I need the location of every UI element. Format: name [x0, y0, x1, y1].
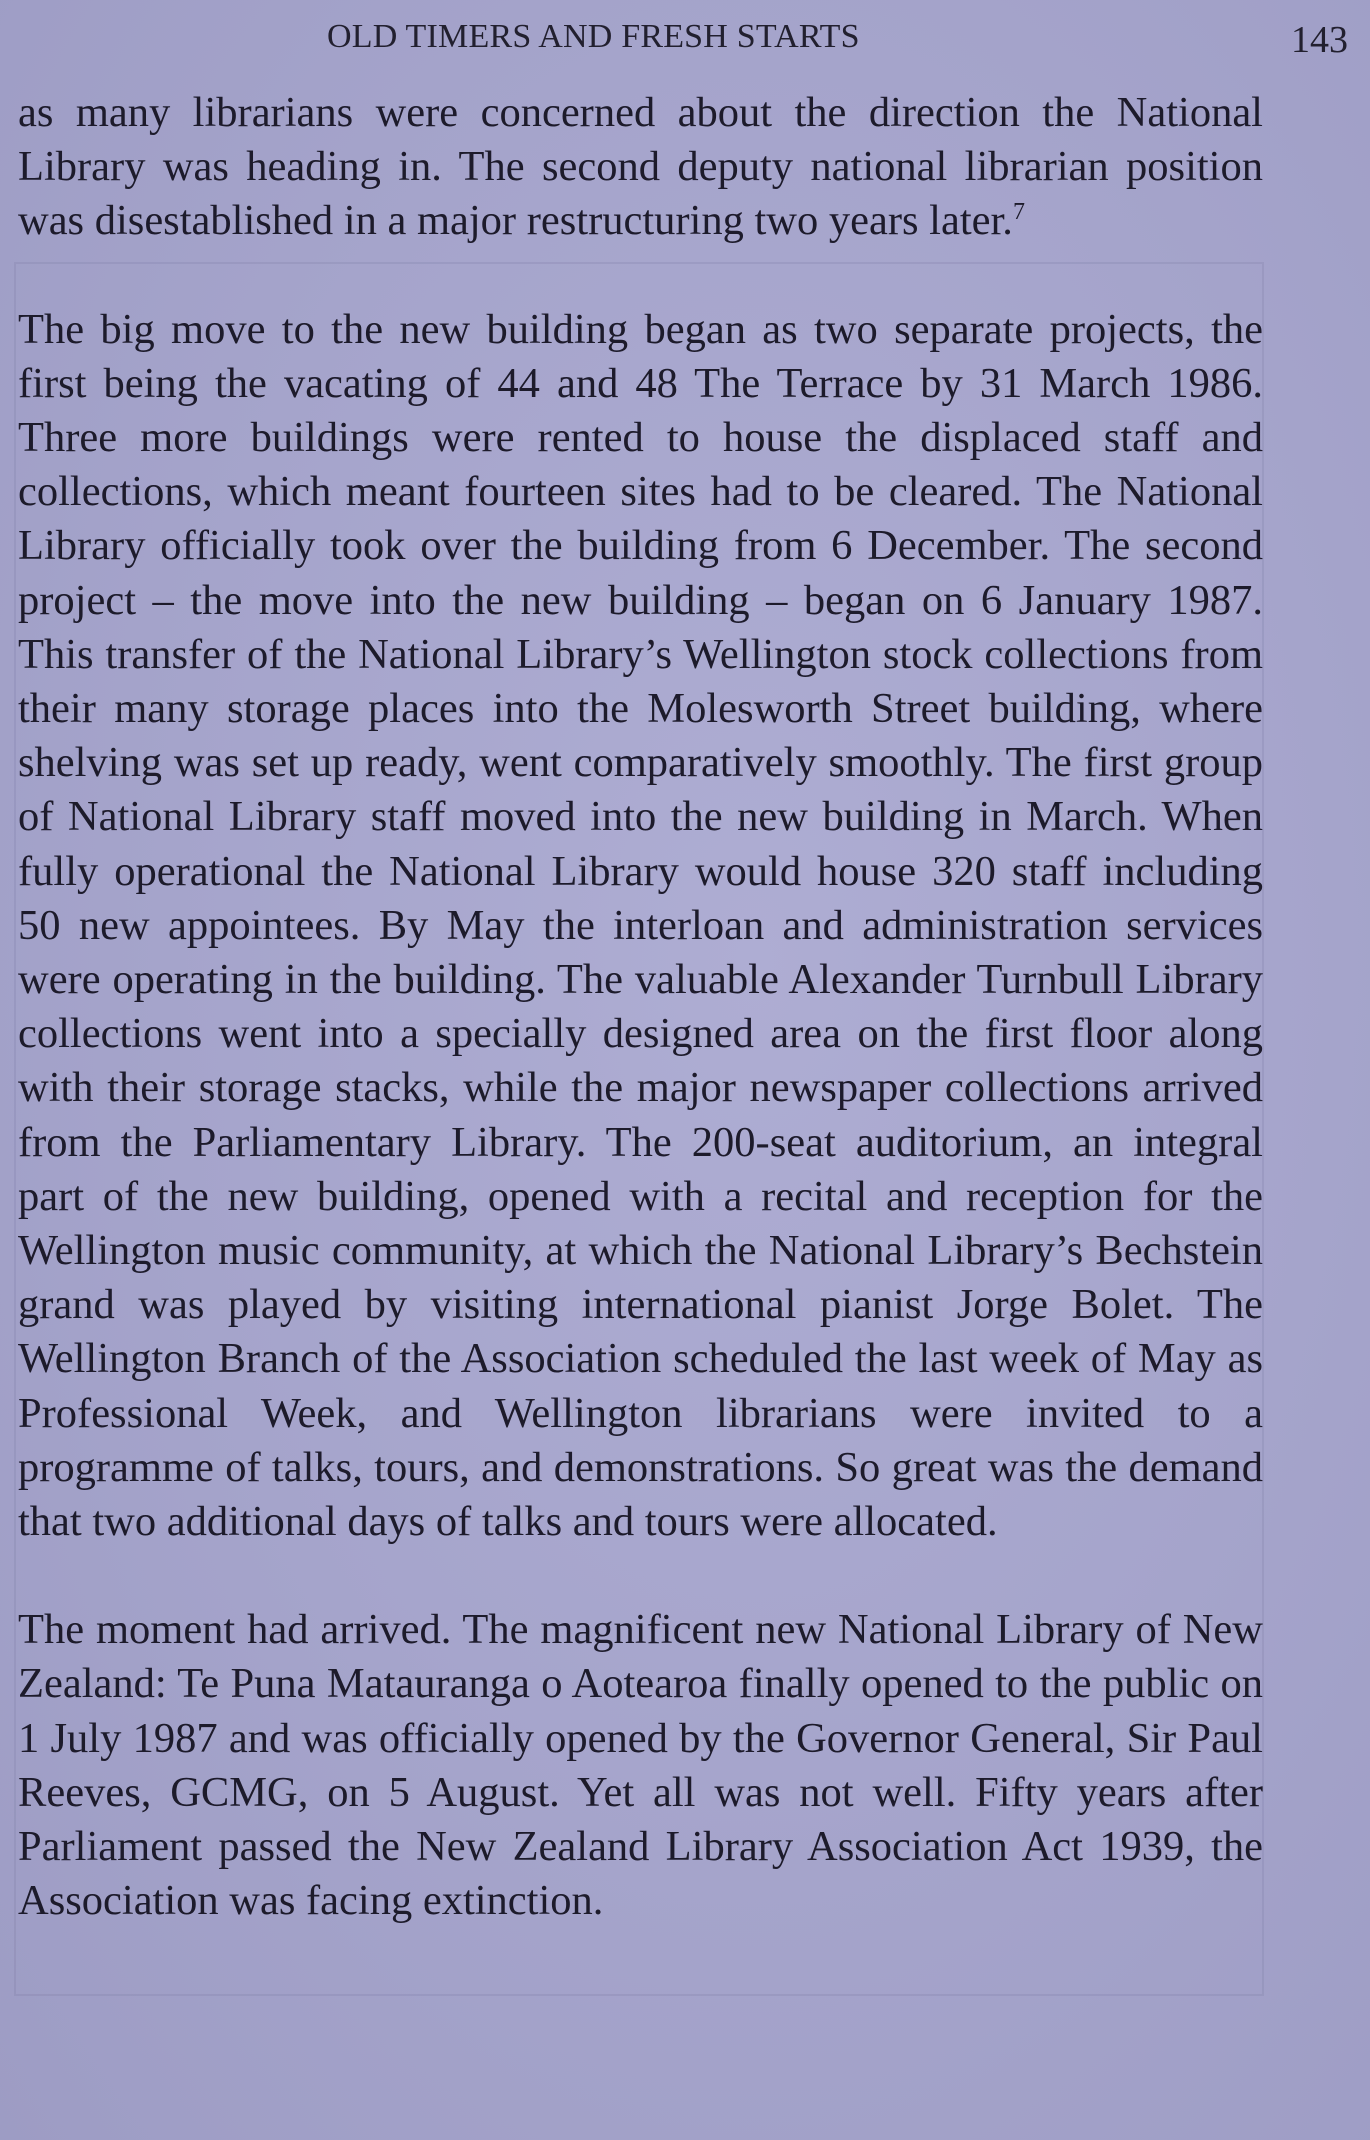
running-title: OLD TIMERS AND FRESH STARTS	[327, 18, 860, 55]
paragraph-2-text: The big move to the new building began as two separate projects, the first being the vacating of 44 and 48 The Terrace by 31 March 1986. Three more buildings were rented to house the displaced staff and collections, which meant fourteen sites had to be cleared. The National Library officially took over the building from 6 December. The second project – the move into the new building – began on 6 January 1987. This transfer of the National Library’s Wellington stock collections from their many storage places into the Molesworth Street building, where shelving was set up ready, went comparatively smoothly. The first group of National Library staff moved into the new building in March. When fully operational the National Library would house 320 staff including 50 new appointees. By May the interloan and administration services were operating in the building. The valuable Alexander Turnbull Library collections went into a specially designed area on the first floor along with their storage stacks, while the major newspaper collections arrived from the Parliamentary Library. The 200-seat auditorium, an integral part of the new building, opened with a recital and reception for the Wellington music community, at which the National Library’s Bechstein grand was played by visiting international pianist Jorge Bolet. The Wellington Branch of the Association scheduled the last week of May as Professional Week, and Wellington librarians were invited to a programme of talks, tours, and demonstrations. So great was the demand that two additional days of talks and tours were allocated.	[18, 305, 1263, 1546]
paragraph-1	[18, 86, 1263, 249]
footnote-marker: 7	[1012, 199, 1025, 226]
body-text	[18, 86, 1263, 1929]
paragraph-3-text: The moment had arrived. The magnificent new National Library of New Zealand: Te Puna Matauranga o Aotearoa finally opened to the public on 1 July 1987 and was officially opened by the Governor General, Sir Paul Reeves, GCMG, on 5 August. Yet all was not well. Fifty years after Parliament passed the New Zealand Library Association Act 1939, the Association was facing extinction.	[18, 1606, 1263, 1925]
paragraph-3	[18, 1603, 1263, 1928]
paragraph-1-text: as many librarians were concerned about the direction the National Library was heading in. The second deputy national librarian position was disestablished in a major restructuring two years later.	[18, 89, 1263, 245]
paragraph-2	[18, 303, 1263, 1550]
running-header	[0, 14, 1370, 64]
page-number: 143	[1291, 19, 1348, 61]
